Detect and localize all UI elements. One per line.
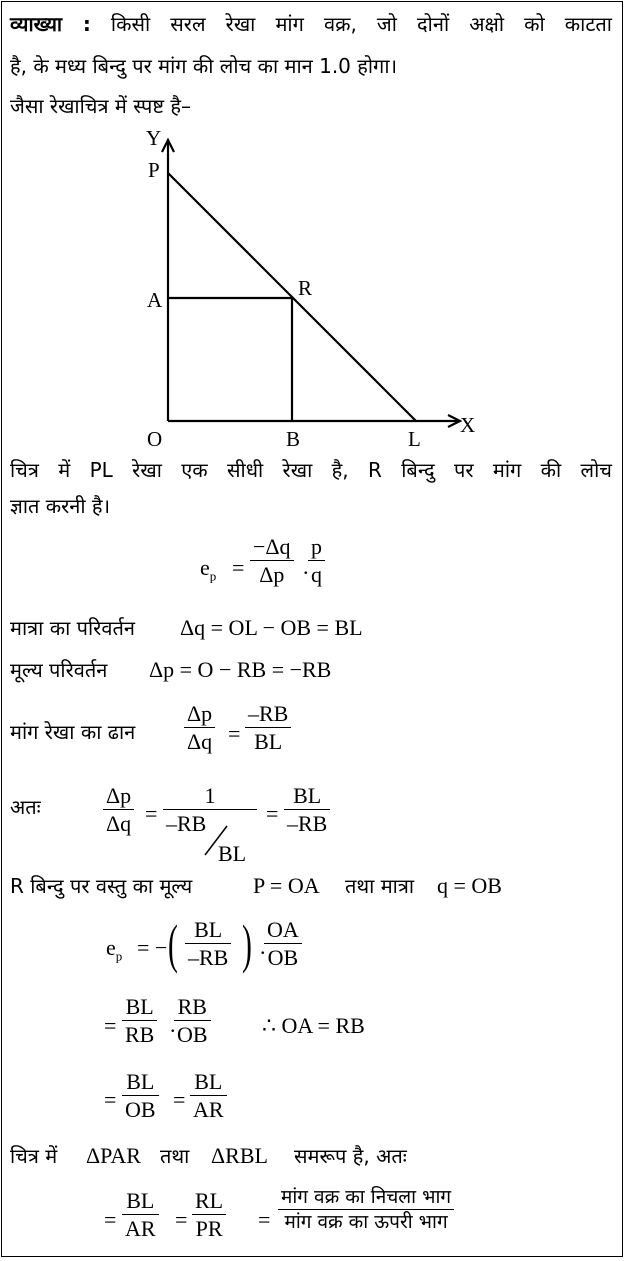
intro-line-3: जैसा रेखाचित्र में स्पष्ट है– bbox=[10, 94, 192, 118]
intro-line-1: व्याख्या : किसी सरल रेखा मांग वक्र, जो दोनों अक्षो को काटता bbox=[10, 12, 612, 36]
label-p: P bbox=[148, 158, 160, 182]
label-b: B bbox=[286, 427, 301, 451]
label-l: L bbox=[408, 427, 421, 451]
label-y: Y bbox=[146, 126, 162, 150]
intro-line-2: है, के मध्य बिन्दु पर मांग की लोच का मान 1.0 होगा। bbox=[10, 54, 398, 78]
para-line-1: चित्र में PL रेखा एक सीधी रेखा है, R बिन्दु पर मांग की लोच bbox=[10, 458, 612, 482]
label-o: O bbox=[147, 427, 163, 451]
label-x: X bbox=[460, 413, 476, 437]
slash-mark bbox=[201, 823, 231, 857]
label-r: R bbox=[298, 276, 313, 300]
explanation-heading: व्याख्या : bbox=[10, 12, 91, 36]
demand-curve-diagram bbox=[0, 0, 630, 460]
para-line-2: ज्ञात करनी है। bbox=[10, 494, 111, 518]
label-a: A bbox=[147, 288, 163, 312]
